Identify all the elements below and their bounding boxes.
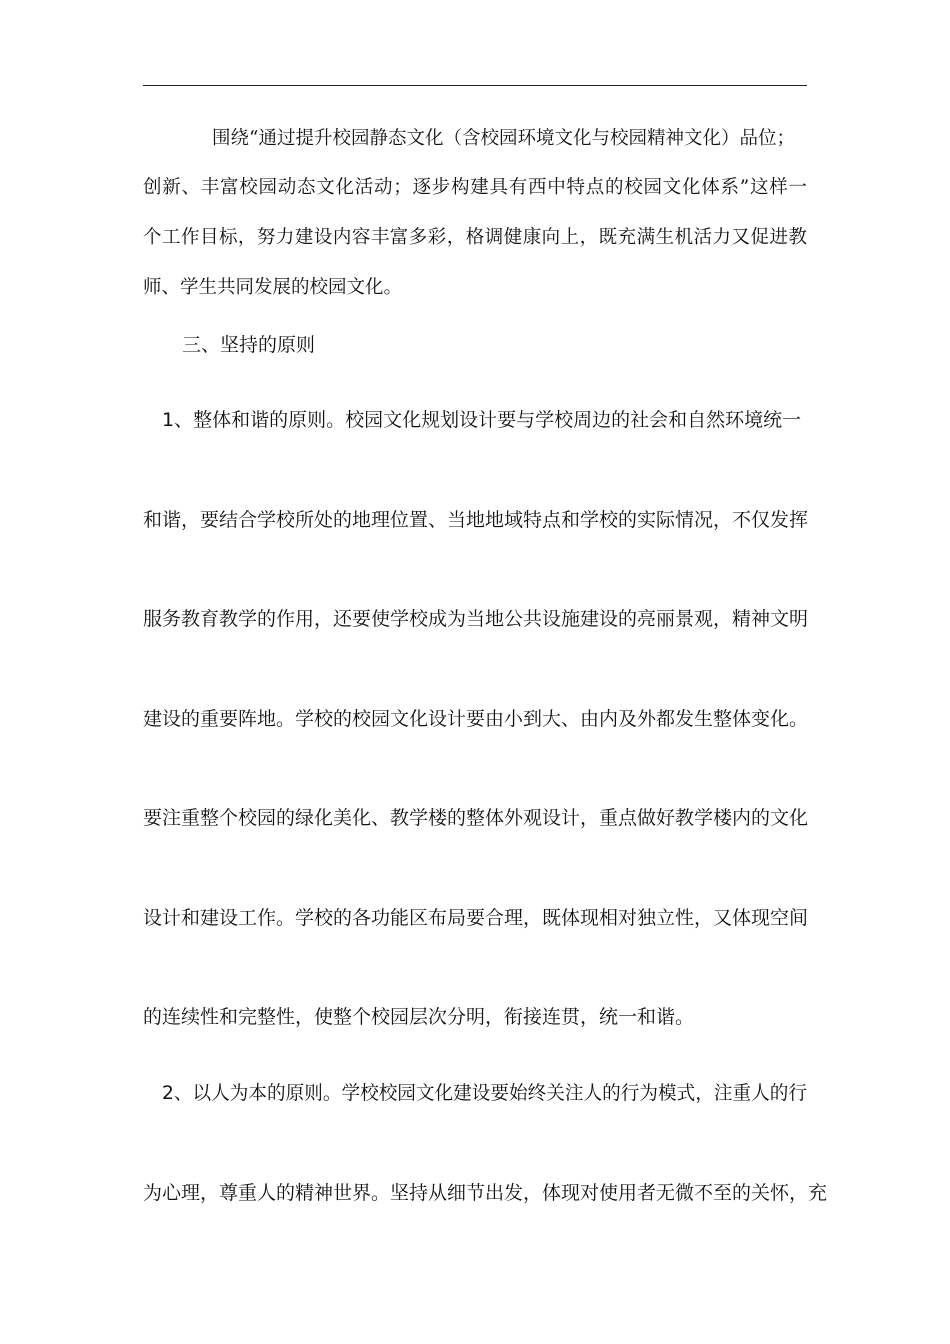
header-rule	[143, 85, 807, 86]
intro-line-3: 个工作目标，努力建设内容丰富多彩，格调健康向上，既充满生机活力又促进教	[143, 227, 807, 248]
intro-line-4: 师、学生共同发展的校园文化。	[143, 277, 403, 298]
principle-1-line-6: 设计和建设工作。学校的各功能区布局要合理，既体现相对独立性，又体现空间	[143, 907, 809, 929]
section-heading: 三、坚持的原则	[182, 334, 316, 356]
principle-1-line-2: 和谐，要结合学校所处的地理位置、当地地域特点和学校的实际情况，不仅发挥	[143, 509, 809, 531]
principle-1-line-3: 服务教育教学的作用，还要使学校成为当地公共设施建设的亮丽景观，精神文明	[143, 608, 809, 630]
principle-1-line-1: 1、整体和谐的原则。校园文化规划设计要与学校周边的社会和自然环境统一	[162, 409, 802, 431]
intro-line-2: 创新、丰富校园动态文化活动；逐步构建具有西中特点的校园文化体系”这样一	[143, 177, 807, 198]
principle-1-line-4: 建设的重要阵地。学校的校园文化设计要由小到大、由内及外都发生整体变化。	[143, 708, 809, 730]
intro-line-1: 围绕“通过提升校园静态文化（含校园环境文化与校园精神文化）品位；	[212, 128, 795, 149]
principle-2-line-2: 为心理，尊重人的精神世界。坚持从细节出发，体现对使用者无微不至的关怀，充	[143, 1182, 828, 1204]
principle-2-line-1: 2、以人为本的原则。学校校园文化建设要始终关注人的行为模式，注重人的行	[162, 1082, 807, 1104]
principle-1-line-5: 要注重整个校园的绿化美化、教学楼的整体外观设计，重点做好教学楼内的文化	[143, 807, 809, 829]
principle-1-line-7: 的连续性和完整性，使整个校园层次分明，衔接连贯，统一和谐。	[143, 1006, 695, 1028]
